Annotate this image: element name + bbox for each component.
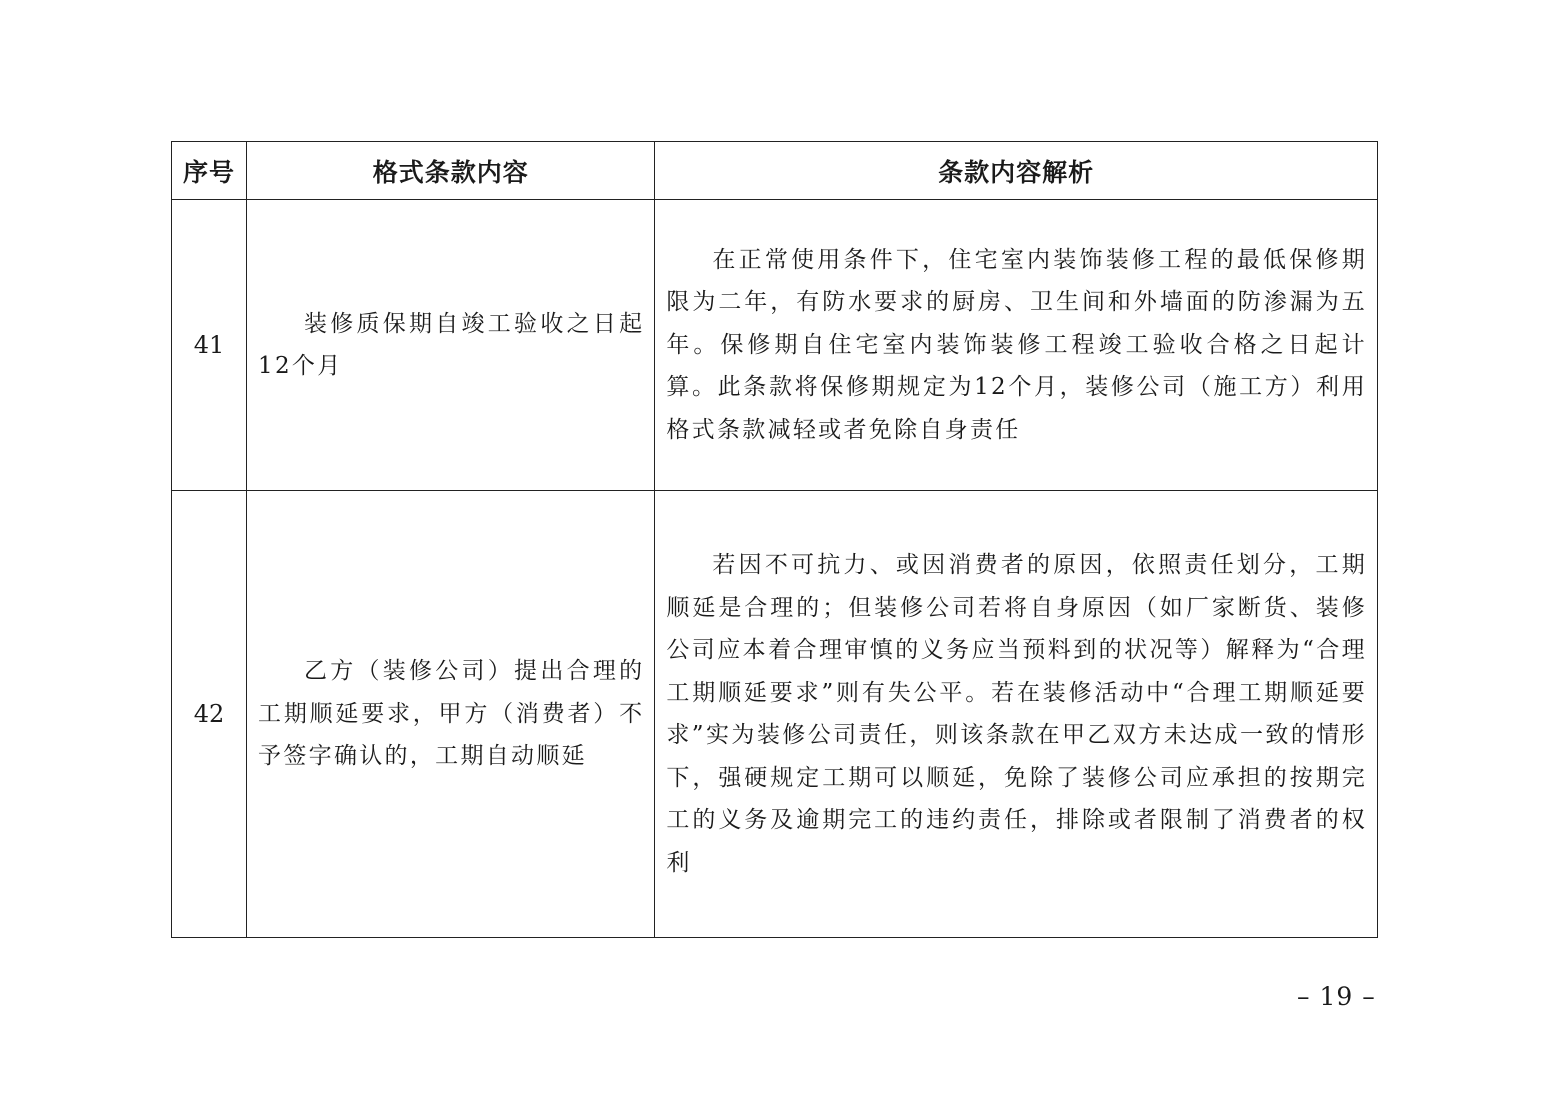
row-clause-analysis: 在正常使用条件下，住宅室内装饰装修工程的最低保修期限为二年，有防水要求的厨房、卫生间和外墙面的防渗漏为五年。保修期自住宅室内装饰装修工程竣工验收合格之日起计算。此条款将保修期规定为12个月，装修公司（施工方）利用格式条款减轻或者免除自身责任 (655, 200, 1378, 491)
row-clause-content: 乙方（装修公司）提出合理的工期顺延要求，甲方（消费者）不予签字确认的，工期自动顺延 (247, 491, 655, 938)
row-serial-number: 42 (172, 491, 247, 938)
table-row (172, 491, 1378, 938)
header-clause-analysis: 条款内容解析 (655, 142, 1378, 200)
table-row (172, 200, 1378, 491)
page-number: – 19 – (1297, 982, 1376, 1011)
clause-table (171, 141, 1378, 938)
header-clause-content: 格式条款内容 (247, 142, 655, 200)
table-header-row (172, 142, 1378, 200)
row-clause-analysis: 若因不可抗力、或因消费者的原因，依照责任划分，工期顺延是合理的；但装修公司若将自身原因（如厂家断货、装修公司应本着合理审慎的义务应当预料到的状况等）解释为“合理工期顺延要求”则有失公平。若在装修活动中“合理工期顺延要求”实为装修公司责任，则该条款在甲乙双方未达成一致的情形下，强硬规定工期可以顺延，免除了装修公司应承担的按期完工的义务及逾期完工的违约责任，排除或者限制了消费者的权利 (655, 491, 1378, 938)
row-serial-number: 41 (172, 200, 247, 491)
row-clause-content: 装修质保期自竣工验收之日起12个月 (247, 200, 655, 491)
header-serial-number: 序号 (172, 142, 247, 200)
